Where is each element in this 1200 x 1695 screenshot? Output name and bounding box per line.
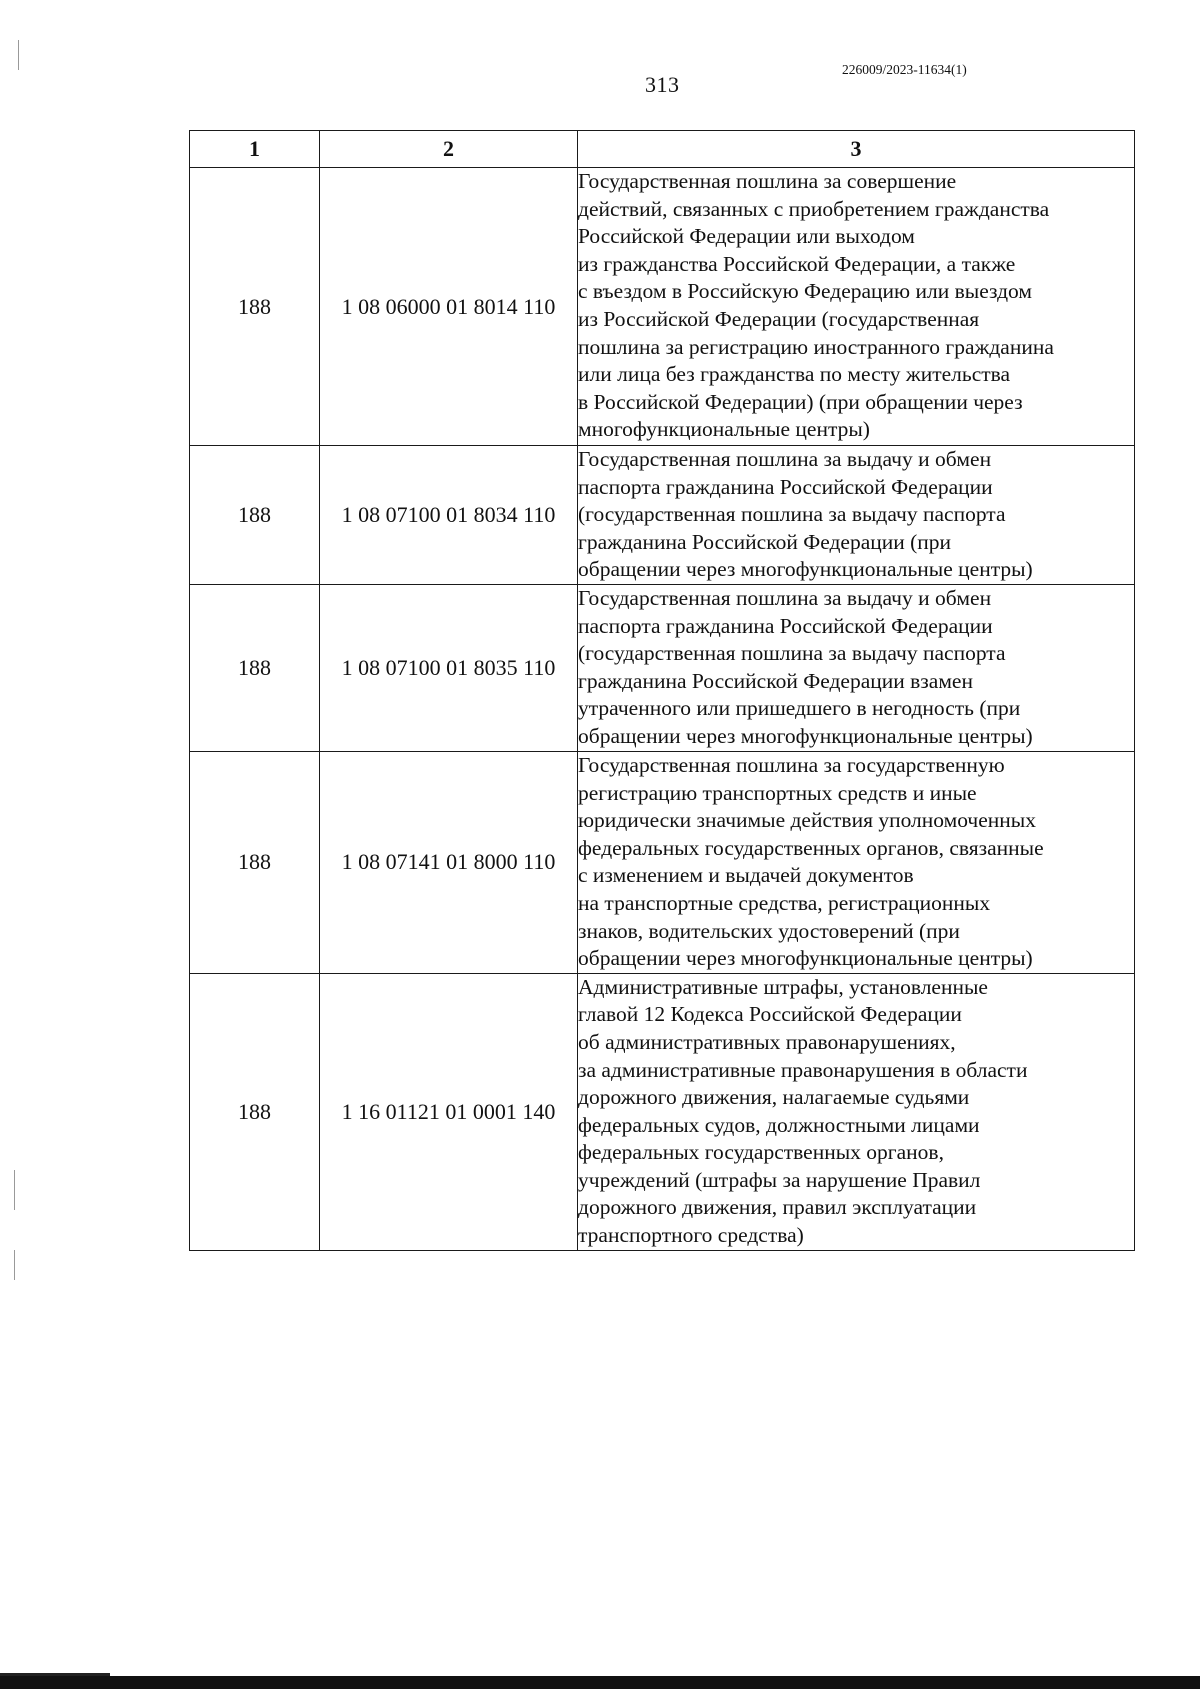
budget-code-cell: 1 08 07100 01 8034 110 (320, 446, 578, 585)
description-line: Государственная пошлина за государственную (578, 752, 1005, 777)
description-line: федеральных государственных органов, связанные (578, 835, 1044, 860)
table-row (190, 584, 1135, 751)
description-line: главой 12 Кодекса Российской Федерации (578, 1002, 962, 1027)
budget-code-cell: 1 08 06000 01 8014 110 (320, 168, 578, 446)
table-body (190, 168, 1135, 1251)
admin-code-cell: 188 (190, 973, 320, 1250)
column-header-1: 1 (190, 131, 320, 168)
description-line: об административных правонарушениях, (578, 1029, 956, 1054)
description-line: дорожного движения, правил эксплуатации (578, 1195, 977, 1220)
description-line: Административные штрафы, установленные (578, 974, 988, 999)
description-line: многофункциональные центры) (578, 417, 870, 442)
description-line: утраченного или пришедшего в негодность (при (578, 696, 1021, 721)
description-cell (578, 751, 1135, 973)
page-number: 313 (645, 72, 680, 97)
description-line: за административные правонарушения в области (578, 1057, 1028, 1082)
budget-codes-table (189, 130, 1135, 1251)
table-row (190, 751, 1135, 973)
budget-code-cell: 1 08 07141 01 8000 110 (320, 751, 578, 973)
description-line: в Российской Федерации) (при обращении через (578, 389, 1023, 414)
description-line: транспортного средства) (578, 1223, 804, 1248)
description-line: Российской Федерации или выходом (578, 224, 915, 249)
budget-code-cell: 1 16 01121 01 0001 140 (320, 973, 578, 1250)
admin-code-cell: 188 (190, 751, 320, 973)
description-cell (578, 446, 1135, 585)
description-line: или лица без гражданства по месту жительства (578, 362, 1011, 387)
description-line: гражданина Российской Федерации взамен (578, 668, 973, 693)
description-line: пошлина за регистрацию иностранного гражданина (578, 334, 1054, 359)
description-line: (государственная пошлина за выдачу паспорта (578, 641, 1006, 666)
description-line: действий, связанных с приобретением гражданства (578, 196, 1050, 221)
table-row (190, 973, 1135, 1250)
description-line: регистрацию транспортных средств и иные (578, 780, 977, 805)
margin-mark (14, 1250, 15, 1280)
description-line: юридически значимые действия уполномоченных (578, 808, 1036, 833)
description-line: паспорта гражданина Российской Федерации (578, 474, 993, 499)
document-id: 226009/2023-11634(1) (842, 62, 967, 77)
table-row (190, 168, 1135, 446)
description-line: с въездом в Российскую Федерацию или выездом (578, 279, 1032, 304)
description-line: Государственная пошлина за выдачу и обмен (578, 447, 992, 471)
description-line: учреждений (штрафы за нарушение Правил (578, 1167, 981, 1192)
description-line: федеральных государственных органов, (578, 1140, 944, 1165)
description-cell (578, 973, 1135, 1250)
margin-mark (18, 40, 19, 70)
description-line: с изменением и выдачей документов (578, 863, 914, 888)
description-line: гражданина Российской Федерации (при (578, 529, 952, 554)
description-line: обращении через многофункциональные центры) (578, 946, 1033, 971)
column-header-3: 3 (578, 131, 1135, 168)
description-line: обращении через многофункциональные центры) (578, 557, 1033, 582)
admin-code-cell: 188 (190, 168, 320, 446)
description-line: из гражданства Российской Федерации, а также (578, 251, 1016, 276)
description-line: дорожного движения, налагаемые судьями (578, 1085, 970, 1110)
description-line: обращении через многофункциональные центры) (578, 723, 1033, 748)
description-line: федеральных судов, должностными лицами (578, 1112, 980, 1137)
description-line: паспорта гражданина Российской Федерации (578, 613, 993, 638)
description-line: Государственная пошлина за выдачу и обмен (578, 585, 992, 610)
description-cell (578, 168, 1135, 446)
admin-code-cell: 188 (190, 446, 320, 585)
table-header-row (190, 131, 1135, 168)
admin-code-cell: 188 (190, 584, 320, 751)
table-row (190, 446, 1135, 585)
description-line: (государственная пошлина за выдачу паспорта (578, 502, 1006, 527)
description-line: из Российской Федерации (государственная (578, 306, 980, 331)
description-line: Государственная пошлина за совершение (578, 169, 957, 193)
description-cell (578, 584, 1135, 751)
description-line: знаков, водительских удостоверений (при (578, 918, 960, 943)
budget-code-cell: 1 08 07100 01 8035 110 (320, 584, 578, 751)
column-header-2: 2 (320, 131, 578, 168)
description-line: на транспортные средства, регистрационных (578, 890, 991, 915)
margin-mark (14, 1170, 15, 1210)
scan-edge-bar (0, 1676, 1200, 1689)
